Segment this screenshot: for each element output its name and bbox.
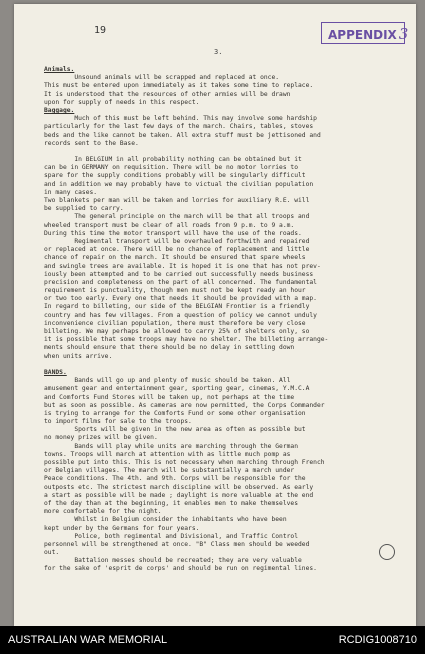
text-line: ments should ensure that there should be no delay in settling down bbox=[44, 344, 295, 352]
text-line: when units arrive. bbox=[44, 352, 113, 360]
text-line: Regimental transport will be overhauled forthwith and repaired bbox=[44, 237, 310, 245]
text-line: or Belgian villages. The march will be substantially a march under bbox=[44, 467, 295, 475]
text-line: Unsound animals will be scrapped and replaced at once. bbox=[44, 74, 280, 82]
section-heading-text: Baggage. bbox=[44, 106, 75, 114]
text-line: inconvenience civilian population, there must therefore be very close bbox=[44, 319, 306, 327]
text-line: Bands will play while units are marching through the German bbox=[44, 442, 299, 450]
text-line: Two blankets per man will be taken and lorries for auxiliary R.E. will bbox=[44, 197, 310, 204]
text-line: The general principle on the march will be that all troops and bbox=[44, 213, 310, 221]
text-line: Sports will be given in the new area as often as possible but bbox=[44, 426, 306, 434]
document-page bbox=[14, 4, 416, 626]
text-line: This must be entered upon immediately as it takes some time to replace. bbox=[44, 82, 314, 90]
text-line: Much of this must be left behind. This may involve some hardship bbox=[44, 115, 317, 123]
text-line: spare for the supply conditions probably will be singularly difficult bbox=[44, 172, 306, 180]
page-number: 3. bbox=[214, 48, 223, 56]
archive-footer bbox=[0, 626, 425, 654]
text-line: Battalion messes should be recreated; they are very valuable bbox=[44, 557, 302, 565]
text-line bbox=[44, 361, 388, 369]
text-line: towns. Troops will march at attention with as little much pomp as bbox=[44, 450, 291, 458]
appendix-number: 3 bbox=[398, 25, 409, 43]
text-line: During this time the motor transport will have the use of the roads. bbox=[44, 229, 302, 237]
text-line: particularly for the last few days of the march. Chairs, tables, stoves bbox=[44, 123, 314, 131]
appendix-label: APPENDIX bbox=[328, 28, 397, 42]
text-line: of the day than at the beginning, it enables men to make themselves bbox=[44, 499, 299, 507]
text-line: more comfortable for the night. bbox=[44, 508, 162, 516]
text-line: billeting. We may perhaps be allowed to carry 25% of shelters only, so bbox=[44, 328, 310, 335]
text-line: precision and completeness on the part of all concerned. The fundamental bbox=[44, 278, 317, 286]
section-heading bbox=[44, 107, 388, 115]
archive-name: AUSTRALIAN WAR MEMORIAL bbox=[8, 634, 168, 646]
text-line: wheeled transport must be clear of all roads from 9 p.m. to 9 a.m. bbox=[44, 221, 295, 229]
text-line: requirement is punctuality, though men must not be kept ready an hour bbox=[44, 287, 306, 295]
text-line: is trying to arrange for the Comforts Fund or some other organisation bbox=[44, 409, 306, 417]
text-line: amusement gear and entertainment gear, sporting gear, cinemas, Y.M.C.A bbox=[44, 385, 310, 393]
section-heading-text: BANDS. bbox=[44, 368, 67, 376]
circular-stamp bbox=[379, 544, 395, 560]
text-line: can be in GERMANY on requisition. There will be no motor lorries to bbox=[44, 164, 299, 172]
section-heading bbox=[44, 369, 388, 377]
text-line: In BELGIUM in all probability nothing can be obtained but it bbox=[44, 156, 302, 164]
text-line: personnel will be strengthened at once. "B" Class men should be weeded bbox=[44, 540, 310, 548]
text-line: It is understood that the resources of other armies will be drawn bbox=[44, 90, 291, 98]
document-body bbox=[44, 66, 388, 574]
text-line: and Comforts Fund Stores will be taken up, not perhaps at the time bbox=[44, 393, 295, 401]
text-line: or two too early. Every one that needs it should be provided with a map. bbox=[44, 295, 317, 303]
text-line: Whilst in Belgium consider the inhabitants who have been bbox=[44, 516, 287, 524]
text-line bbox=[44, 148, 388, 156]
text-line: chance of repair on the march. It should be ensured that spare wheels bbox=[44, 254, 306, 262]
text-line: Police, both regimental and Divisional, and Traffic Control bbox=[44, 532, 299, 540]
text-line: and swingle trees are available. It is hoped it is one that has not prev- bbox=[44, 262, 321, 270]
text-line: to import films for sale to the troops. bbox=[44, 418, 192, 426]
text-line: In regard to billeting, our side of the BELGIAN Frontier is a friendly bbox=[44, 303, 310, 311]
section-heading bbox=[44, 66, 388, 74]
text-line: a start as possible will be made ; daylight is more valuable at the end bbox=[44, 491, 314, 499]
text-line: outposts etc. The strictest march discipline will be observed. As early bbox=[44, 483, 314, 491]
text-line: country and has few villages. From a question of policy we cannot unduly bbox=[44, 311, 317, 319]
section-heading-text: Animals. bbox=[44, 66, 75, 73]
text-line: be supplied to carry. bbox=[44, 205, 124, 213]
archive-reference: RCDIG1008710 bbox=[338, 634, 417, 646]
text-line: in many cases. bbox=[44, 188, 98, 196]
text-line: upon for supply of needs in this respect. bbox=[44, 98, 200, 106]
text-line: and in addition we may probably have to victual the civilian population bbox=[44, 180, 314, 188]
text-line: no money prizes will be given. bbox=[44, 434, 158, 442]
text-line: it is possible that some troops may have no shelter. The billeting arrange- bbox=[44, 336, 329, 344]
text-line: possible put into this. This is not necessary when marching through French bbox=[44, 459, 325, 466]
text-line: Bands will go up and plenty of music should be taken. All bbox=[44, 377, 291, 385]
appendix-stamp bbox=[321, 22, 409, 44]
text-line: Peace conditions. The 4th. and 9th. Corps will be responsible for the bbox=[44, 475, 306, 483]
folio-number: 19 bbox=[94, 25, 107, 36]
text-line: beds and the like cannot be taken. All extra stuff must be jettisoned and bbox=[44, 131, 321, 139]
text-line: records sent to the Base. bbox=[44, 139, 139, 147]
text-line: or replaced at once. There will be no chance of replacement and little bbox=[44, 246, 310, 254]
text-line: but as soon as possible. As cameras are now permitted, the Corps Commander bbox=[44, 401, 325, 409]
text-line: out. bbox=[44, 549, 60, 557]
text-line: kept under by the Germans for four years. bbox=[44, 524, 200, 532]
text-line: for the sake of 'esprit de corps' and should be run on regimental lines. bbox=[44, 565, 317, 573]
text-line: iously been attempted and to be carried out successfully needs business bbox=[44, 270, 314, 278]
